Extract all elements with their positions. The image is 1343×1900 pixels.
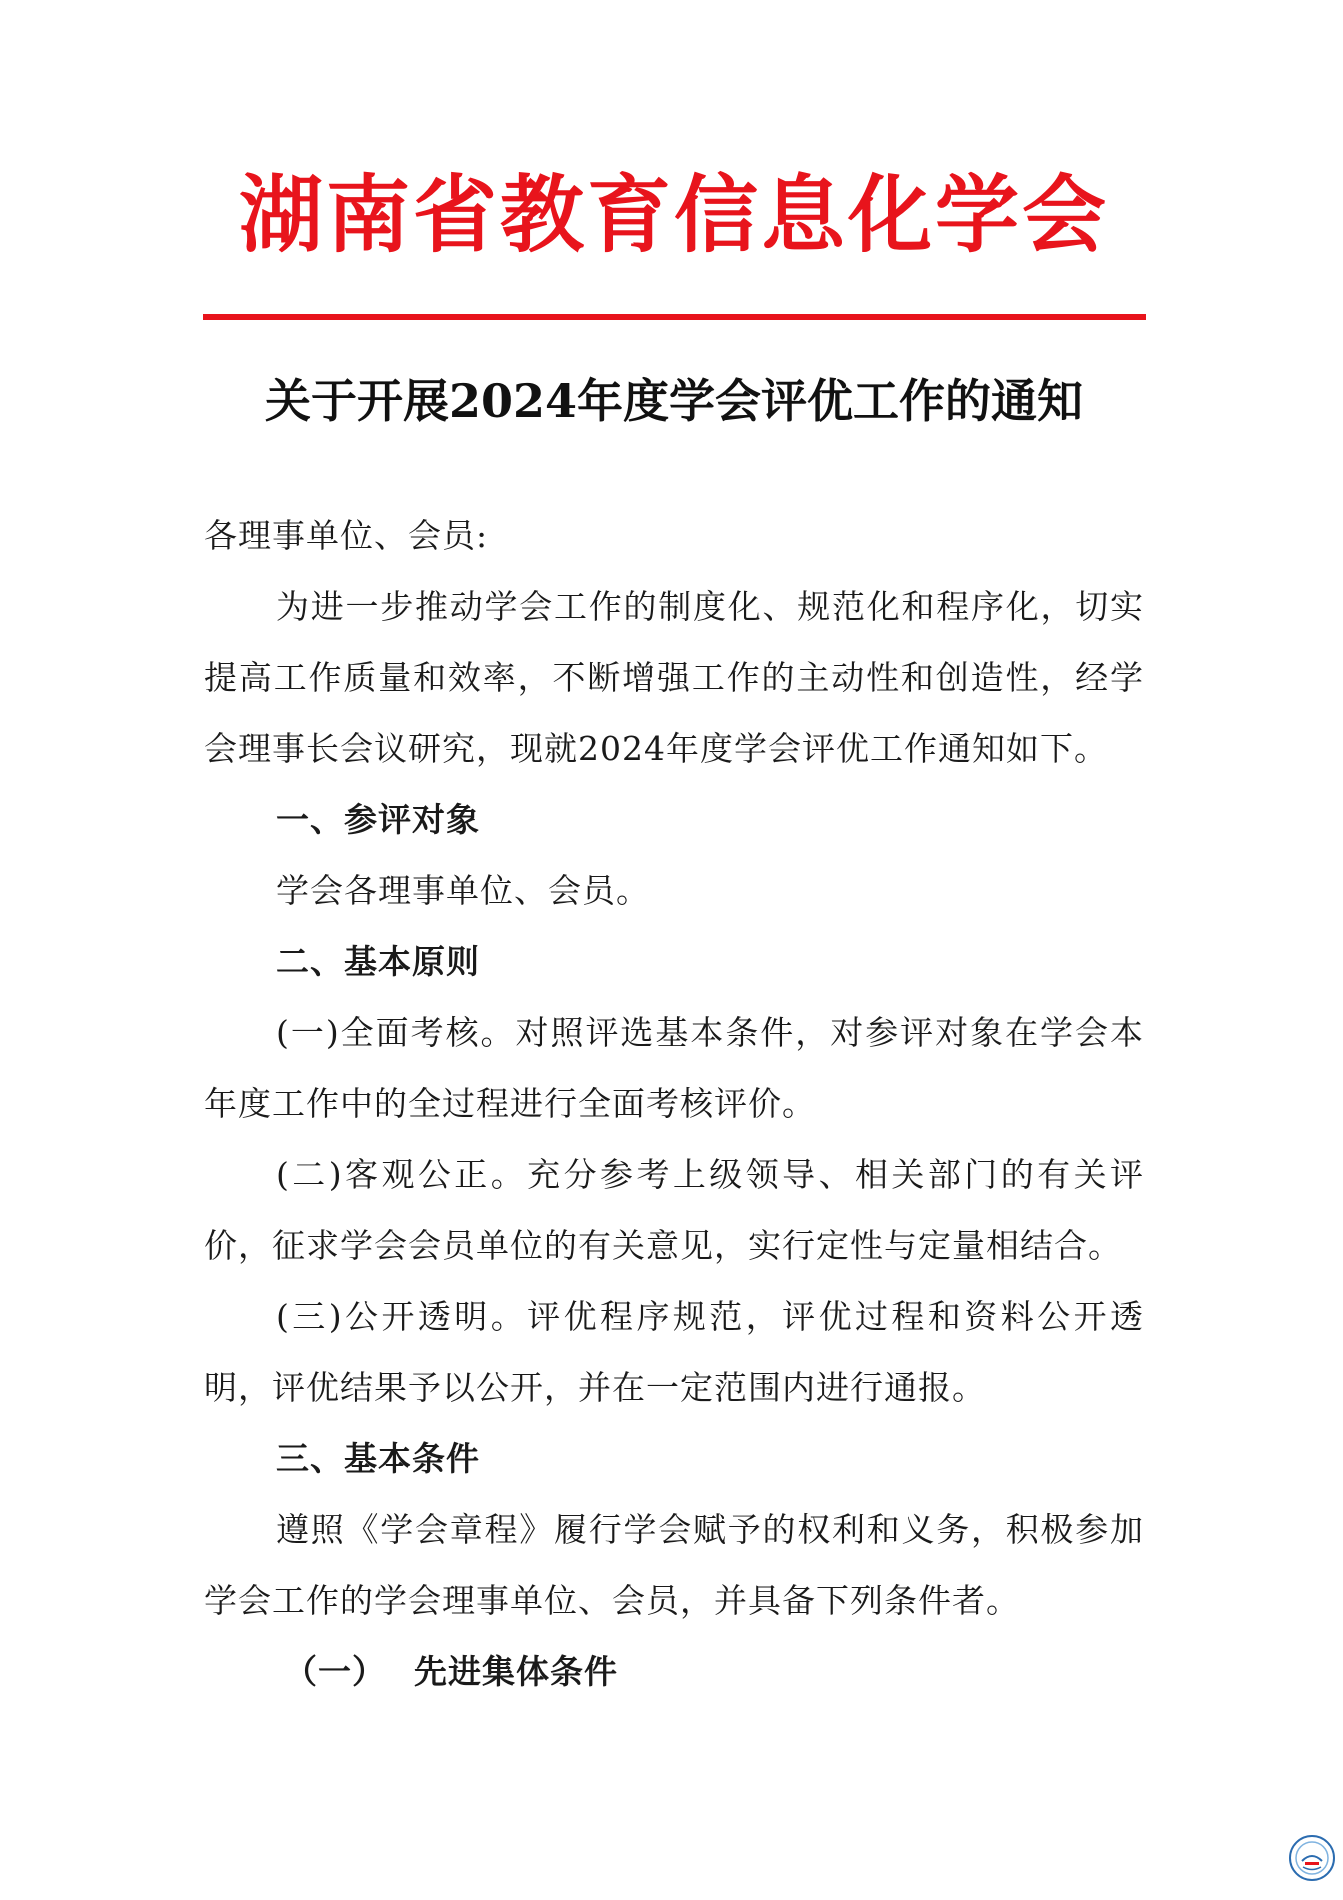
section-heading-2: 二、基本原则 xyxy=(276,942,480,981)
subheading-advanced-collective xyxy=(204,1636,1144,1707)
conditions-paragraph: 遵照《学会章程》履行学会赋予的权利和义务，积极参加学会工作的学会理事单位、会员，并具备下列条件者。 xyxy=(204,1510,1144,1620)
salutation: 各理事单位、会员: xyxy=(204,516,489,555)
section-1-paragraph: 学会各理事单位、会员。 xyxy=(276,871,650,910)
principle-paragraph-1: (一)全面考核。对照评选基本条件，对参评对象在学会本年度工作中的全过程进行全面考核评价。 xyxy=(204,1013,1144,1123)
organization-masthead: 湖南省教育信息化学会 xyxy=(238,166,1109,264)
document-body xyxy=(204,500,1144,1707)
document-title: 关于开展2024年度学会评优工作的通知 xyxy=(264,374,1084,428)
section-heading-1: 一、参评对象 xyxy=(276,800,480,839)
principle-paragraph-2: (二)客观公正。充分参考上级领导、相关部门的有关评价，征求学会会员单位的有关意见，实行定性与定量相结合。 xyxy=(204,1155,1144,1265)
red-divider xyxy=(203,314,1146,320)
subheading-number: （一） xyxy=(284,1652,386,1691)
section-heading-3: 三、基本条件 xyxy=(276,1439,480,1478)
principle-paragraph-3: (三)公开透明。评优程序规范，评优过程和资料公开透明，评优结果予以公开，并在一定范围内进行通报。 xyxy=(204,1297,1144,1407)
society-seal-icon xyxy=(1288,1834,1336,1882)
subheading-text: 先进集体条件 xyxy=(414,1652,618,1691)
intro-paragraph: 为进一步推动学会工作的制度化、规范化和程序化，切实提高工作质量和效率，不断增强工作的主动性和创造性，经学会理事长会议研究，现就2024年度学会评优工作通知如下。 xyxy=(204,587,1144,768)
